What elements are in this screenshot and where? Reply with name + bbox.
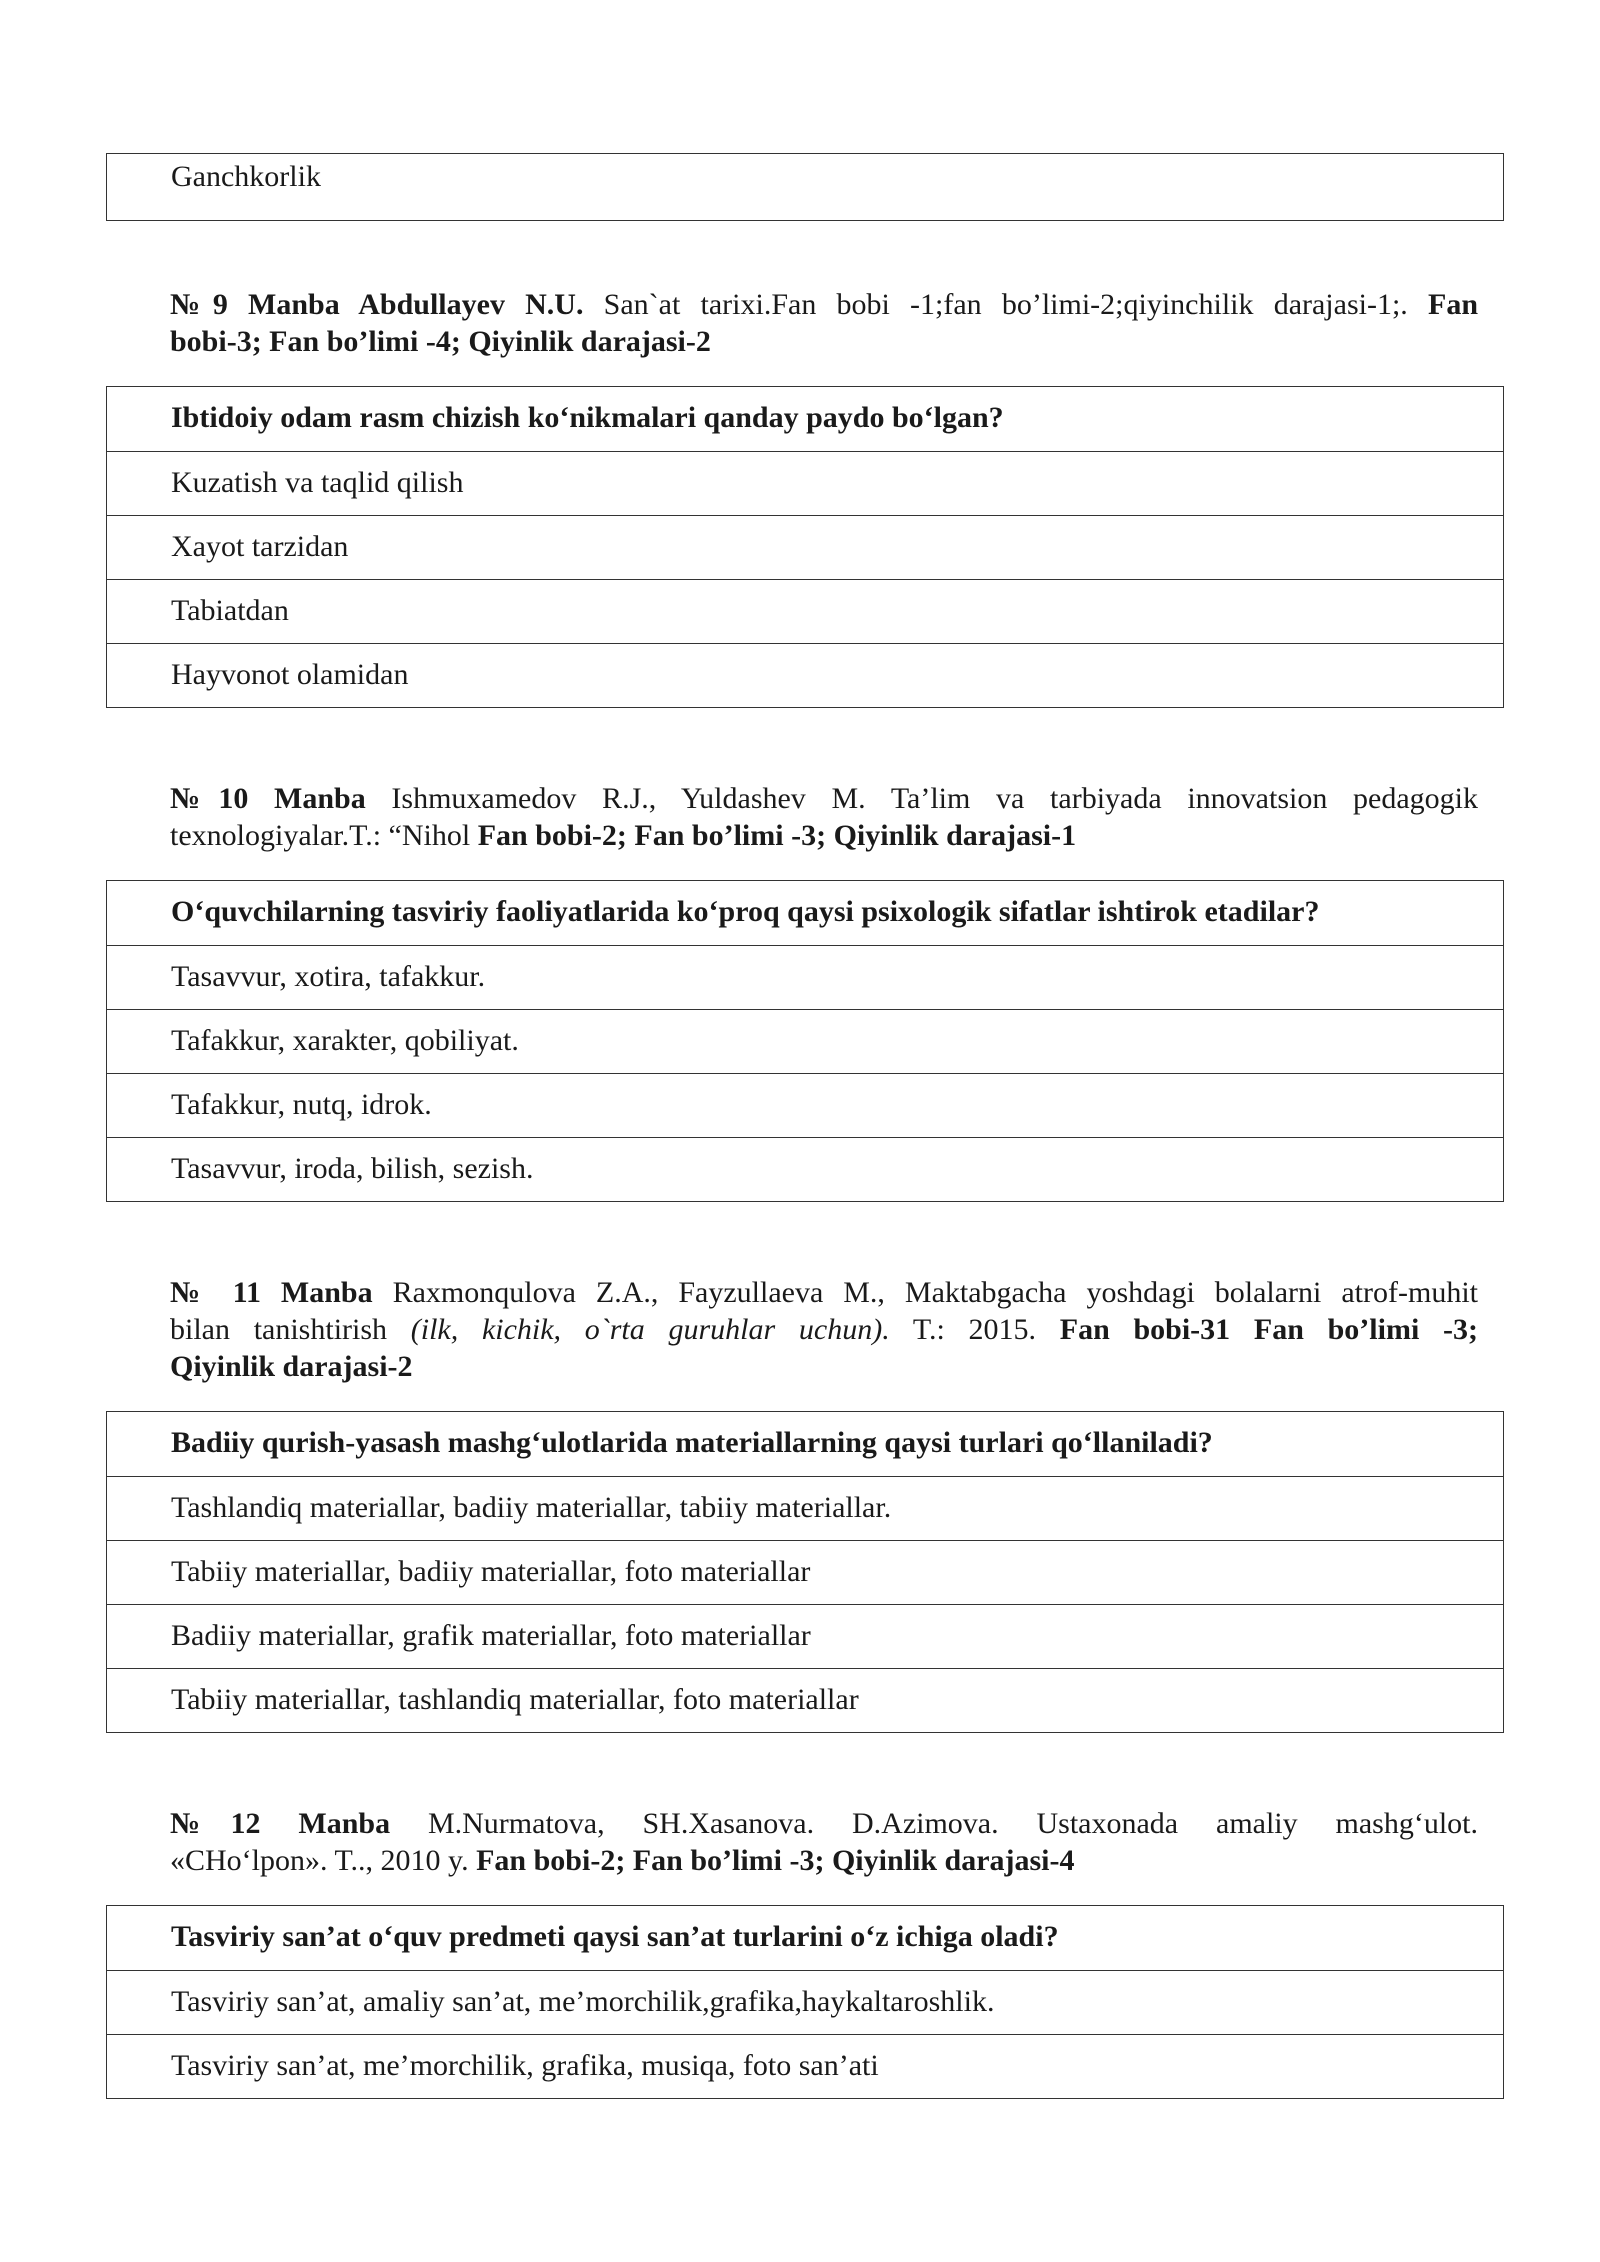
question-table-12 bbox=[106, 1905, 1504, 2099]
answer-row: Kuzatish va taqlid qilish bbox=[107, 451, 1503, 515]
source-line bbox=[170, 323, 1478, 360]
source-line bbox=[170, 1842, 1478, 1879]
source-text-segment: bobi-3; Fan bo’limi -4; Qiyinlik darajasi-2 bbox=[170, 325, 711, 358]
source-text-segment: Fan bobi-31 Fan bo’limi -3; bbox=[1059, 1313, 1478, 1346]
answer-row: Hayvonot olamidan bbox=[107, 643, 1503, 707]
answer-row: Badiiy materiallar, grafik materiallar, foto materiallar bbox=[107, 1604, 1503, 1668]
source-text-segment: Raxmonqulova Z.A., Fayzullaeva M., Maktabgacha yoshdagi bolalarni atrof-muhit bbox=[372, 1276, 1478, 1309]
answer-row: Xayot tarzidan bbox=[107, 515, 1503, 579]
source-text-segment: (ilk, kichik, o`rta guruhlar uchun). bbox=[410, 1313, 890, 1346]
source-line bbox=[170, 817, 1478, 854]
question-row: O‘quvchilarning tasviriy faoliyatlarida ko‘proq qaysi psixologik sifatlar ishtirok etadilar? bbox=[171, 895, 1320, 928]
source-text-segment: №12 Manba bbox=[170, 1807, 391, 1840]
top-table bbox=[106, 153, 1504, 221]
source-text-segment: №10 Manba bbox=[170, 782, 366, 815]
source-9 bbox=[170, 286, 1478, 360]
question-row: Tasviriy san’at o‘quv predmeti qaysi san’at turlarini o‘z ichiga oladi? bbox=[171, 1920, 1059, 1953]
answer-row: Tabiatdan bbox=[107, 579, 1503, 643]
source-text-segment: M.Nurmatova, SH.Xasanova. D.Azimova. Ustaxonada amaliy mashg‘ulot. bbox=[390, 1807, 1478, 1840]
source-line bbox=[170, 1274, 1478, 1311]
source-text-segment: Fan bobi-2; Fan bo’limi -3; Qiyinlik darajasi-4 bbox=[476, 1844, 1075, 1877]
source-text-segment: Fan bbox=[1428, 288, 1479, 321]
answer-row: Tafakkur, nutq, idrok. bbox=[107, 1073, 1503, 1137]
source-text-segment: T.: 2015. bbox=[889, 1313, 1060, 1346]
source-text-segment: texnologiyalar.T.: “Nihol bbox=[170, 819, 478, 852]
answer-row: Tabiiy materiallar, badiiy materiallar, foto materiallar bbox=[107, 1540, 1503, 1604]
answer-row: Tasavvur, xotira, tafakkur. bbox=[107, 945, 1503, 1009]
question-table-11 bbox=[106, 1411, 1504, 1733]
question-table-9 bbox=[106, 386, 1504, 708]
question-table-10 bbox=[106, 880, 1504, 1202]
answer-row: Tashlandiq materiallar, badiiy materiallar, tabiiy materiallar. bbox=[107, 1476, 1503, 1540]
answer-row: Tasviriy san’at, me’morchilik, grafika, musiqa, foto san’ati bbox=[107, 2034, 1503, 2098]
source-11 bbox=[170, 1274, 1478, 1385]
source-text-segment: bilan tanishtirish bbox=[170, 1313, 411, 1346]
source-text-segment: Ishmuxamedov R.J., Yuldashev M. Ta’lim va tarbiyada innovatsion pedagogik bbox=[365, 782, 1478, 815]
source-line bbox=[170, 1311, 1478, 1348]
answer-row: Tafakkur, xarakter, qobiliyat. bbox=[107, 1009, 1503, 1073]
source-line bbox=[170, 780, 1478, 817]
source-line bbox=[170, 1805, 1478, 1842]
answer-row: Tabiiy materiallar, tashlandiq materiallar, foto materiallar bbox=[107, 1668, 1503, 1732]
answer-row: Tasviriy san’at, amaliy san’at, me’morchilik,grafika,haykaltaroshlik. bbox=[107, 1970, 1503, 2034]
source-line bbox=[170, 1348, 1478, 1385]
source-text-segment: Qiyinlik darajasi-2 bbox=[170, 1350, 413, 1383]
source-text-segment: №9 Manba Abdullayev N.U. bbox=[170, 288, 584, 321]
question-row: Ibtidoiy odam rasm chizish ko‘nikmalari qanday paydo bo‘lgan? bbox=[171, 401, 1004, 434]
answer-row: Ganchkorlik bbox=[171, 160, 321, 193]
source-text-segment: № 11 Manba bbox=[170, 1276, 373, 1309]
source-12 bbox=[170, 1805, 1478, 1879]
source-text-segment: San`at tarixi.Fan bobi -1;fan bo’limi-2;qiyinchilik darajasi-1;. bbox=[583, 288, 1428, 321]
source-text-segment: Fan bobi-2; Fan bo’limi -3; Qiyinlik darajasi-1 bbox=[477, 819, 1077, 852]
source-10 bbox=[170, 780, 1478, 854]
answer-row: Tasavvur, iroda, bilish, sezish. bbox=[107, 1137, 1503, 1201]
source-line bbox=[170, 286, 1478, 323]
question-row: Badiiy qurish-yasash mashg‘ulotlarida materiallarning qaysi turlari qo‘llaniladi? bbox=[171, 1426, 1213, 1459]
source-text-segment: «CHo‘lpon». T.., 2010 y. bbox=[170, 1844, 477, 1877]
